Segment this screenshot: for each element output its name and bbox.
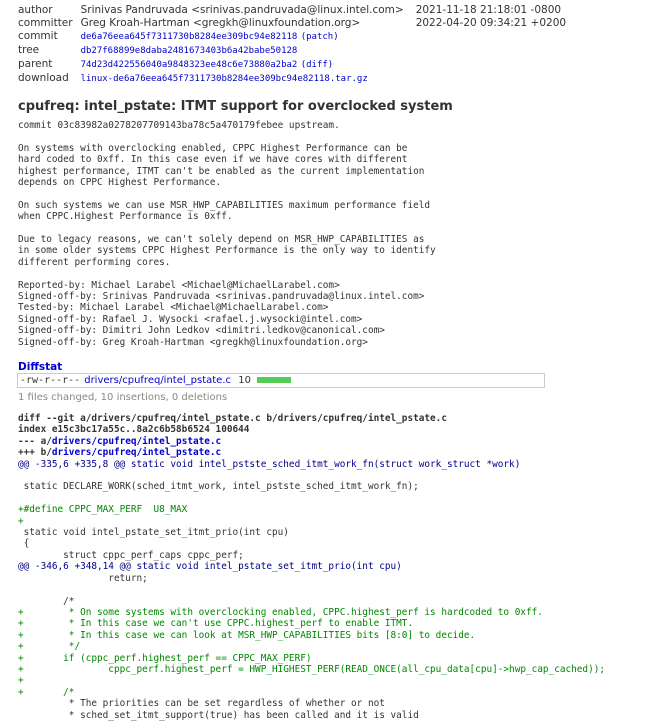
diff-context-line: return; <box>18 572 148 584</box>
diff-added-line: + <box>18 515 24 527</box>
message-line: Tested-by: Michael Larabel <Michael@MichaelLarabel.com> <box>18 302 329 314</box>
author-value: Srinivas Pandruvada <srinivas.pandruvada@linux.intel.com> <box>80 4 404 16</box>
tree-row <box>14 44 570 58</box>
diff-plus-file <box>18 447 605 458</box>
diff-hunk-header: @@ -346,6 +348,14 @@ static void intel_pstate_set_itmt_prio(int cpu) <box>18 561 402 573</box>
message-line: depends on CPPC Highest Performance. <box>18 177 222 189</box>
diffstat-file-link[interactable]: drivers/cpufreq/intel_pstate.c <box>84 375 232 386</box>
insertions-bar <box>257 377 291 383</box>
commit-label: commit <box>18 30 58 42</box>
diff-added-line: + <box>18 675 24 687</box>
author-date: 2021-11-18 21:18:01 -0800 <box>415 4 562 16</box>
diff-added-line: +#define CPPC_MAX_PERF U8_MAX <box>18 504 188 516</box>
diff-minus-file <box>18 436 605 447</box>
download-label: download <box>18 72 69 84</box>
diff-hunk-header: @@ -335,6 +335,8 @@ static void intel_pstste_sched_itmt_work_fn(struct work_struct *work) <box>18 458 521 470</box>
message-line: when CPPC.Highest Performance is 0xff. <box>18 211 233 223</box>
commit-hash-link[interactable]: de6a76eea645f7311730b8284ee309bc94e82118 <box>80 32 298 42</box>
diff-context-line: { <box>18 538 30 550</box>
committer-date: 2022-04-20 09:34:21 +0200 <box>415 17 567 29</box>
download-row <box>14 72 570 86</box>
diff-added-line: + */ <box>18 641 81 653</box>
message-line: in some older systems CPPC Highest Performance is the only way to identify <box>18 245 436 257</box>
committer-label: committer <box>18 17 73 29</box>
diff-context-line: static void intel_pstate_set_itmt_prio(int cpu) <box>18 527 289 539</box>
plus-file-link[interactable]: drivers/cpufreq/intel_pstate.c <box>51 447 222 459</box>
diffstat-row <box>18 374 545 388</box>
committer-value: Greg Kroah-Hartman <gregkh@linuxfoundation.org> <box>80 17 361 29</box>
parent-hash-link[interactable]: 74d23d422556040a9848323ee48c6e73880a2ba2 <box>80 60 298 70</box>
diff-index: index e15c3bc17a55c..8a2c6b58b6524 100644 <box>18 424 250 436</box>
message-line: hard coded to 0xff. In this case even if we have cores with different <box>18 154 408 166</box>
diff-link[interactable]: (diff) <box>300 60 334 70</box>
diff-context-line: /* <box>18 595 75 607</box>
diff-added-line: + * In this case we can't use CPPC.highest_perf to enable ITMT. <box>18 618 414 630</box>
diff-context-line: struct cppc_perf_caps cppc_perf; <box>18 549 244 561</box>
diff-context-line: * The priorities can be set regardless of whether or not <box>18 698 385 710</box>
message-line: different performing cores. <box>18 256 171 268</box>
diffstat-count: 10 <box>238 375 251 386</box>
diff-added-line: + * In this case we can look at MSR_HWP_CAPABILITIES bits [8:0] to decide. <box>18 629 476 641</box>
diff-added-line: + * On some systems with overclocking enabled, CPPC.highest_perf is hardcoded to 0xff. <box>18 606 543 618</box>
committer-row <box>14 17 570 30</box>
message-line: Signed-off-by: Dimitri John Ledkov <dimitri.ledkov@canonical.com> <box>18 325 385 337</box>
diff-added-line: + /* <box>18 686 75 698</box>
parent-label: parent <box>18 58 53 70</box>
download-link[interactable]: linux-de6a76eea645f7311730b8284ee309bc94e82118.tar.gz <box>80 74 368 84</box>
message-line: On such systems we can use MSR_HWP_CAPABILITIES maximum performance field <box>18 199 431 211</box>
diff-context-line <box>18 470 605 481</box>
commit-subject: cpufreq: intel_pstate: ITMT support for overclocked system <box>18 99 453 114</box>
diff-context-line <box>18 493 605 504</box>
message-line <box>18 223 436 234</box>
commit-message <box>18 120 436 348</box>
diff-added-line: + cppc_perf.highest_perf = HWP_HIGHEST_PERF(READ_ONCE(all_cpu_data[cpu]->hwp_cap_cached)); <box>18 663 605 675</box>
tree-hash-link[interactable]: db27f68899e8daba2481673403b6a42babe50128 <box>80 46 298 56</box>
message-line: On systems with overclocking enabled, CPPC Highest Performance can be <box>18 142 408 154</box>
message-line: Signed-off-by: Srinivas Pandruvada <srinivas.pandruvada@linux.intel.com> <box>18 291 425 303</box>
file-mode: -rw-r--r-- <box>20 375 81 386</box>
diff-view <box>18 413 605 721</box>
author-label: author <box>18 4 53 16</box>
parent-row <box>14 58 570 72</box>
commit-info-table <box>14 4 570 86</box>
diff-context-line: static DECLARE_WORK(sched_itmt_work, intel_pstste_sched_itmt_work_fn); <box>18 481 419 493</box>
message-line <box>18 131 436 142</box>
minus-file-link[interactable]: drivers/cpufreq/intel_pstate.c <box>51 435 222 447</box>
diff-added-line: + if (cppc_perf.highest_perf == CPPC_MAX_PERF) <box>18 652 312 664</box>
message-line: Due to legacy reasons, we can't solely depend on MSR_HWP_CAPABILITIES as <box>18 234 425 246</box>
diff-context-line <box>18 584 605 595</box>
author-row <box>14 4 570 17</box>
message-line <box>18 268 436 279</box>
plus-prefix: +++ b/ <box>18 447 52 459</box>
message-line: Reported-by: Michael Larabel <Michael@MichaelLarabel.com> <box>18 279 340 291</box>
tree-label: tree <box>18 44 40 56</box>
diffstat-link[interactable]: Diffstat <box>18 361 63 373</box>
diff-header: diff --git a/drivers/cpufreq/intel_pstate.c b/drivers/cpufreq/intel_pstate.c <box>18 413 447 424</box>
minus-prefix: --- a/ <box>18 435 52 447</box>
message-line: Signed-off-by: Rafael J. Wysocki <rafael.j.wysocki@intel.com> <box>18 313 363 325</box>
diffstat-summary: 1 files changed, 10 insertions, 0 deletions <box>18 392 228 403</box>
message-line: highest performance, ITMT can't be enabled as the current implementation <box>18 165 425 177</box>
message-line <box>18 188 436 199</box>
diff-context-line: * sched_set_itmt_support(true) has been called and it is valid <box>18 709 419 721</box>
message-line: Signed-off-by: Greg Kroah-Hartman <gregkh@linuxfoundation.org> <box>18 336 368 348</box>
diffstat-table <box>17 373 545 388</box>
message-line: commit 03c83982a0278207709143ba78c5a470179febee upstream. <box>18 120 340 131</box>
patch-link[interactable]: (patch) <box>300 32 339 42</box>
commit-row <box>14 30 570 44</box>
